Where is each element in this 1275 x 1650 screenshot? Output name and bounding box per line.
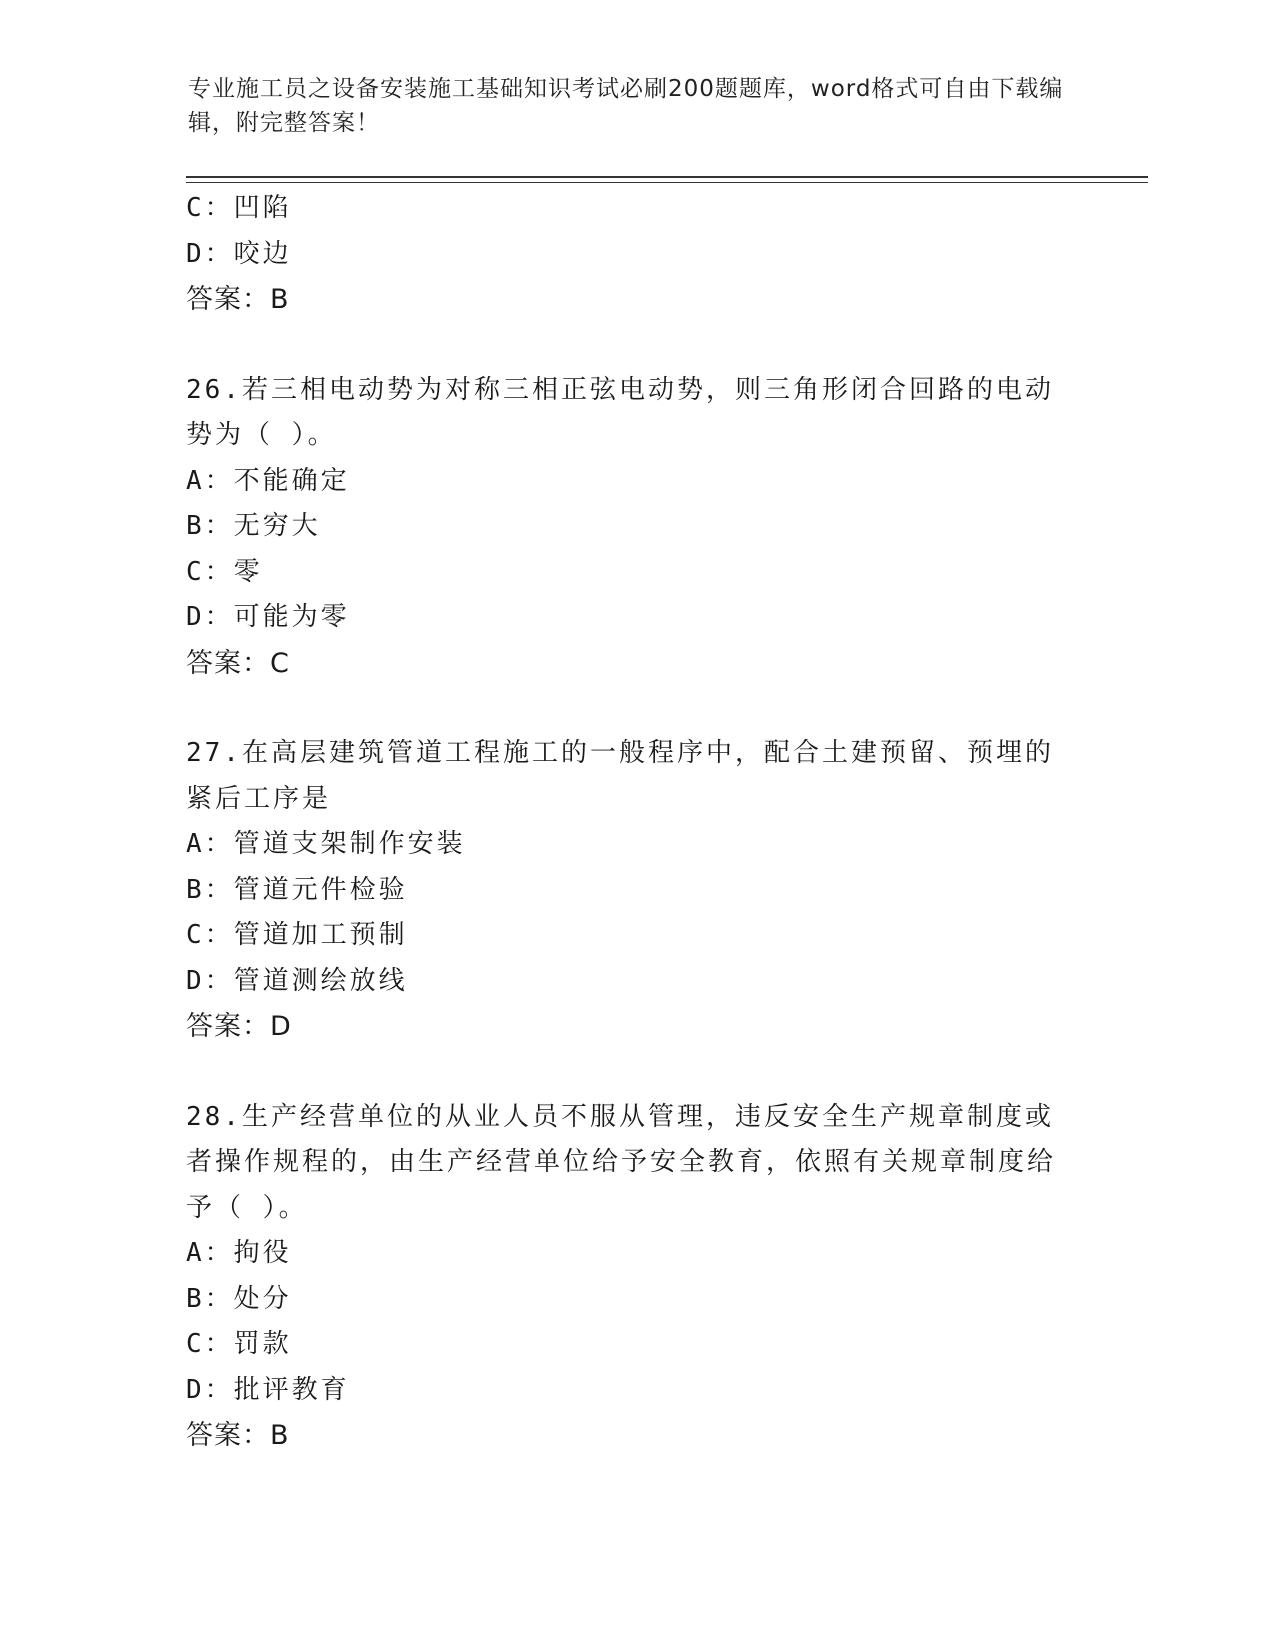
option-letter: D： [186,602,234,632]
option-letter: A： [186,829,234,859]
option-text: 零 [233,556,263,587]
question-block [186,731,1086,1050]
option-letter: A： [186,1238,234,1268]
option-letter: C： [186,556,234,587]
option-letter: A： [186,465,234,496]
option-row [186,822,1086,868]
option-row [186,186,1086,232]
option-row [186,1231,1086,1277]
option-text: 罚款 [233,1329,292,1359]
option-text: 管道支架制作安装 [233,829,466,859]
option-text: 凹陷 [233,193,292,223]
option-row [186,1277,1086,1323]
prev-question-block [186,186,1086,323]
option-text: 管道元件检验 [233,874,408,905]
option-text: 批评教育 [233,1374,350,1405]
answer-line: 答案：B [186,284,290,315]
header-rule-thin [186,182,1148,183]
option-text: 可能为零 [233,602,350,632]
option-letter: C： [186,193,234,223]
option-row [186,868,1086,914]
option-row [186,550,1086,596]
option-row [186,595,1086,641]
option-row [186,1368,1086,1414]
option-text: 咬边 [233,238,292,269]
option-row [186,504,1086,550]
option-letter: D： [186,965,234,996]
option-text: 不能确定 [233,465,350,496]
answer-line: 答案：B [186,1420,290,1451]
answer-line: 答案：C [186,647,290,679]
answer-line: 答案：D [186,1011,292,1042]
question-text: 27.在高层建筑管道工程施工的一般程序中，配合土建预留、预埋的紧后工序是 [186,738,1054,814]
option-text: 处分 [233,1283,292,1314]
option-text: 管道测绘放线 [233,965,408,996]
document-header: 专业施工员之设备安装施工基础知识考试必刷200题题库，word格式可自由下载编辑，附完整答案！ [188,76,1064,136]
question-block [186,368,1086,687]
question-text: 26.若三相电动势为对称三相正弦电动势，则三角形闭合回路的电动势为（ ）。 [186,374,1054,450]
option-letter: C： [186,1329,234,1359]
option-row [186,459,1086,505]
option-letter: B： [186,1283,234,1314]
option-text: 拘役 [233,1238,292,1268]
option-row [186,232,1086,278]
option-text: 管道加工预制 [233,920,408,950]
option-letter: C： [186,920,234,950]
option-row [186,913,1086,959]
option-row [186,959,1086,1005]
question-list [186,186,1086,1459]
header-rule-thick [186,176,1148,178]
question-block [186,1095,1086,1459]
option-letter: D： [186,238,234,269]
option-row [186,1322,1086,1368]
question-text: 28.生产经营单位的从业人员不服从管理，违反安全生产规章制度或者操作规程的，由生产经营单位给予安全教育，依照有关规章制度给予（ ）。 [186,1101,1057,1223]
option-letter: B： [186,511,234,541]
option-text: 无穷大 [233,511,321,541]
option-letter: B： [186,874,234,905]
option-letter: D： [186,1374,234,1405]
